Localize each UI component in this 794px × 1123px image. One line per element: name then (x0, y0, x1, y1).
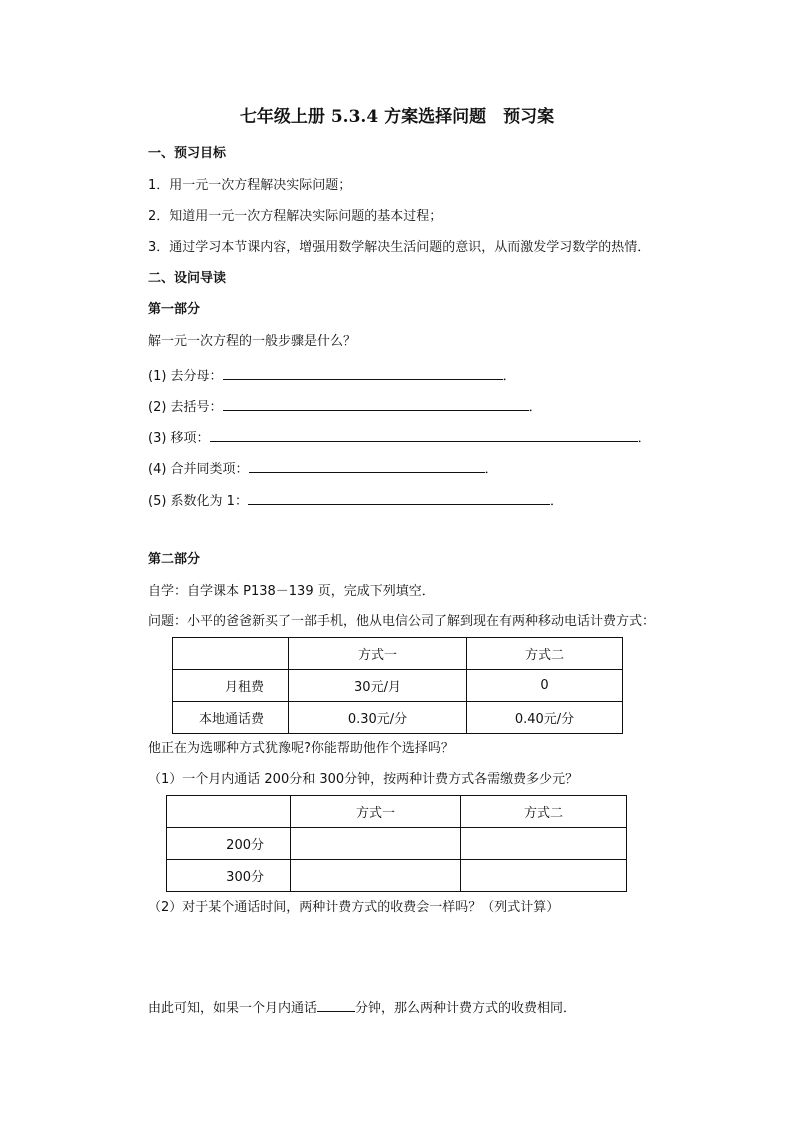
step-end: ． (484, 462, 498, 477)
part1-question: 解一元一次方程的一般步骤是什么？ (148, 334, 357, 349)
conclusion-after: 分钟，那么两种计费方式的收费相同． (355, 1001, 577, 1016)
answer-cell[interactable] (461, 860, 627, 892)
step-3 (148, 428, 651, 447)
prompt-text: 他正在为选哪种方式犹豫呢?你能帮助他作个选择吗？ (148, 741, 454, 756)
step-end: ． (549, 494, 563, 509)
table-header-row (167, 796, 627, 828)
page-title: 七年级上册 5.3.4 方案选择问题 预习案 (239, 107, 555, 127)
step-end: ． (502, 369, 516, 384)
table-row (167, 828, 627, 860)
table-cell: 0.40元/分 (467, 702, 623, 734)
answer-blank[interactable] (210, 428, 638, 442)
goal-item-3: 3．通过学习本节课内容，增强用数学解决生活问题的意识，从而激发学习数学的热情． (148, 240, 651, 255)
table-row (173, 702, 623, 734)
answer-cell[interactable] (291, 828, 461, 860)
step-end: ． (637, 431, 651, 446)
table-cell (167, 796, 291, 828)
step-label: (4) 合并同类项： (148, 462, 249, 477)
answer-cell[interactable] (291, 860, 461, 892)
step-end: ． (528, 400, 542, 415)
step-5 (148, 491, 563, 510)
goal-item-2: 2．知道用一元一次方程解决实际问题的基本过程； (148, 209, 443, 224)
row-label: 月租费 (173, 670, 289, 702)
step-label: (5) 系数化为 1： (148, 494, 248, 509)
table-header-row (173, 638, 623, 670)
answer-blank[interactable] (223, 397, 529, 411)
answer-cell[interactable] (461, 828, 627, 860)
table-cell (173, 638, 289, 670)
step-label: (3) 移项： (148, 431, 210, 446)
answer-blank[interactable] (248, 491, 550, 505)
row-label: 200分 (167, 828, 291, 860)
problem-text: 问题：小平的爸爸新买了一部手机，他从电信公司了解到现在有两种移动电话计费方式： (148, 614, 656, 629)
conclusion-text (148, 998, 576, 1017)
step-2 (148, 397, 542, 416)
table-header-cell: 方式一 (289, 638, 467, 670)
table-header-cell: 方式二 (461, 796, 627, 828)
billing-table (172, 637, 623, 734)
answer-blank[interactable] (223, 366, 503, 380)
self-study-text: 自学：自学课本 P138－139 页，完成下列填空． (148, 584, 435, 599)
table-cell: 0 (467, 670, 623, 702)
question-1: （1）一个月内通话 200分和 300分钟，按两种计费方式各需缴费多少元？ (148, 772, 579, 787)
step-label: (2) 去括号： (148, 400, 223, 415)
section-heading-guide: 二、设问导读 (148, 271, 227, 286)
table-row (173, 670, 623, 702)
step-label: (1) 去分母： (148, 369, 223, 384)
conclusion-before: 由此可知，如果一个月内通话 (148, 1001, 318, 1016)
step-4 (148, 459, 498, 478)
row-label: 本地通话费 (173, 702, 289, 734)
table-cell: 0.30元/分 (289, 702, 467, 734)
table-row (167, 860, 627, 892)
part2-heading: 第二部分 (148, 552, 201, 567)
cost-table (166, 795, 627, 892)
step-1 (148, 366, 516, 385)
answer-blank[interactable] (317, 998, 355, 1012)
table-cell: 30元/月 (289, 670, 467, 702)
goal-item-1: 1．用一元一次方程解决实际问题； (148, 178, 352, 193)
section-heading-goals: 一、预习目标 (148, 146, 227, 161)
table-header-cell: 方式一 (291, 796, 461, 828)
row-label: 300分 (167, 860, 291, 892)
part1-heading: 第一部分 (148, 302, 201, 317)
answer-blank[interactable] (249, 459, 485, 473)
table-header-cell: 方式二 (467, 638, 623, 670)
question-2: （2）对于某个通话时间，两种计费方式的收费会一样吗？（列式计算） (148, 900, 560, 915)
